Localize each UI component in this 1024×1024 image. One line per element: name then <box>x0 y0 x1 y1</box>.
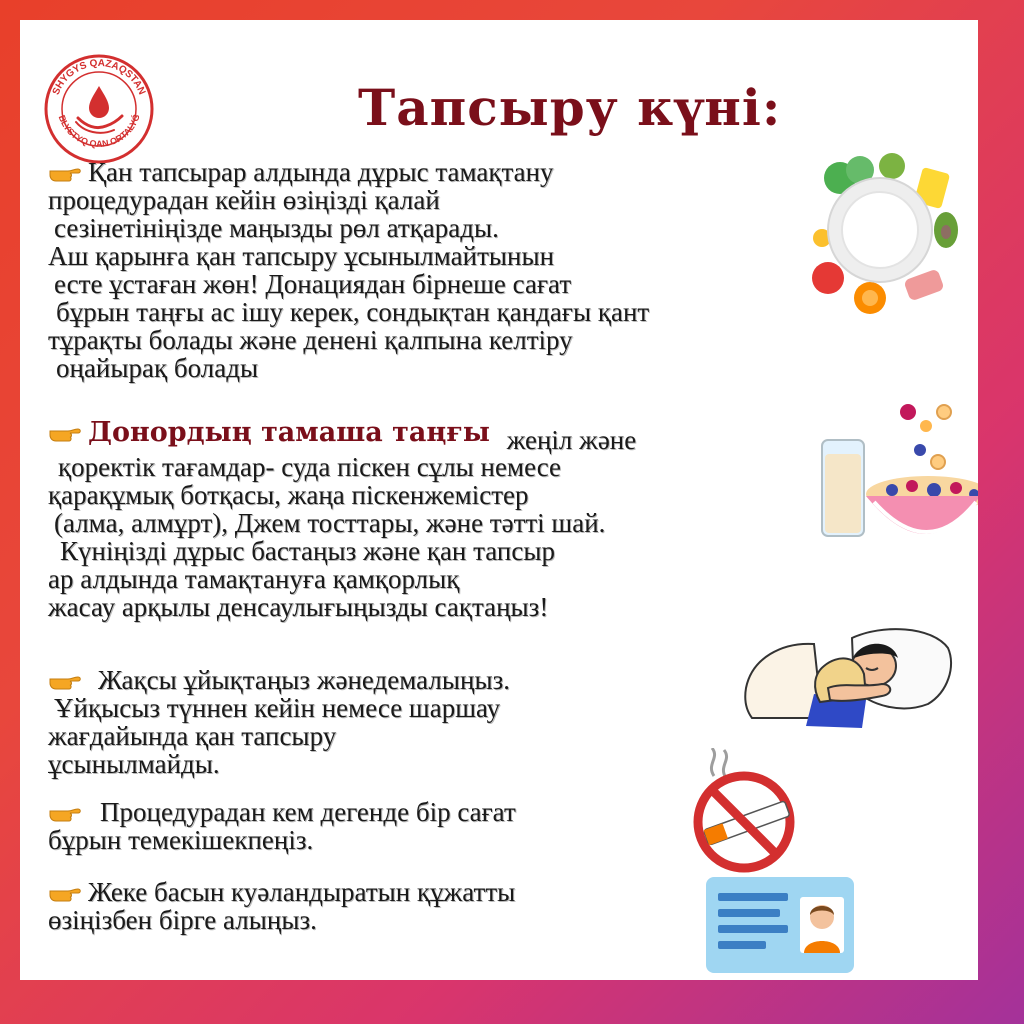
no-smoking-icon <box>686 748 802 878</box>
text-line: бұрын темекішекпеңіз. <box>48 825 314 855</box>
text-line: Процедурадан кем дегенде бір сағат <box>48 798 516 826</box>
svg-text:OBLYSTYQ QAN ORTALYǴY: BLYSTYQ QAN ORTALYǴ <box>56 112 142 149</box>
text-line: процедурадан кейін өзіңізді қалай <box>48 185 440 215</box>
pointing-hand-icon <box>48 800 82 822</box>
pointing-hand-icon <box>48 880 82 902</box>
text-line: бұрын таңғы ас ішу керек, сондықтан қандағы қант <box>56 297 650 327</box>
text-line: оңайырақ болады <box>56 353 259 383</box>
pointing-hand-icon <box>48 668 82 690</box>
text-line: тұрақты болады және денені қалпына келтіру <box>48 325 573 355</box>
section-id-document <box>48 878 515 934</box>
text-line: жағдайында қан тапсыру <box>48 721 337 751</box>
sleeping-person-icon <box>742 618 954 734</box>
section-no-smoking <box>48 798 516 854</box>
section-breakfast <box>48 418 636 621</box>
text-line: Аш қарынға қан тапсыру ұсынылмайтынын <box>48 241 555 271</box>
highlight-phrase: Донордың тамаша таңғы <box>88 417 490 448</box>
text-line: сезінетініңізде маңызды рөл атқарады. <box>54 213 499 243</box>
text-line: қоректік тағамдар- суда піскен сұлы немесе <box>58 452 562 482</box>
id-card-icon <box>704 875 856 979</box>
text-line: Ұйқысыз түннен кейін немесе шаршау <box>54 693 501 723</box>
section-nutrition <box>48 158 649 382</box>
text-line: (алма, алмұрт), Джем тосттары, және тәтті шай. <box>54 508 606 538</box>
text-line: Жеке басын куәландыратын құжатты <box>48 878 515 906</box>
text-line: ұсынылмайды. <box>48 749 220 779</box>
text-line: жасау арқылы денсаулығыңызды сақтаңыз! <box>48 592 549 622</box>
text-line: Донордың тамаша таңғы жеңіл және <box>48 418 636 447</box>
text-line: Қан тапсырар алдында дұрыс тамақтану <box>48 158 649 186</box>
section-sleep <box>48 666 510 778</box>
text-line: қарақұмық ботқасы, жаңа піскенжемістер <box>48 480 529 510</box>
food-plate-icon <box>800 148 960 322</box>
text-line: Күніңізді дұрыс бастаңыз және қан тапсыр <box>60 536 555 566</box>
page-title: Тапсыру күні: <box>358 78 782 137</box>
text-line: Жақсы ұйықтаңыз жәнедемалыңыз. <box>48 666 510 694</box>
cereal-bowl-icon <box>816 402 978 556</box>
pointing-hand-icon <box>48 160 82 182</box>
text-line: ар алдында тамақтануға қамқорлық <box>48 564 460 594</box>
poster-card <box>20 20 978 980</box>
svg-text:SHYGYS QAZAQSTAN: SHYGYS QAZAQSTAN <box>50 57 148 97</box>
text-line: есте ұстаған жөн! Донациядан бірнеше сағат <box>54 269 572 299</box>
pointing-hand-icon <box>48 420 82 442</box>
blood-center-logo <box>42 52 156 166</box>
text-line: өзіңізбен бірге алыңыз. <box>48 905 317 935</box>
